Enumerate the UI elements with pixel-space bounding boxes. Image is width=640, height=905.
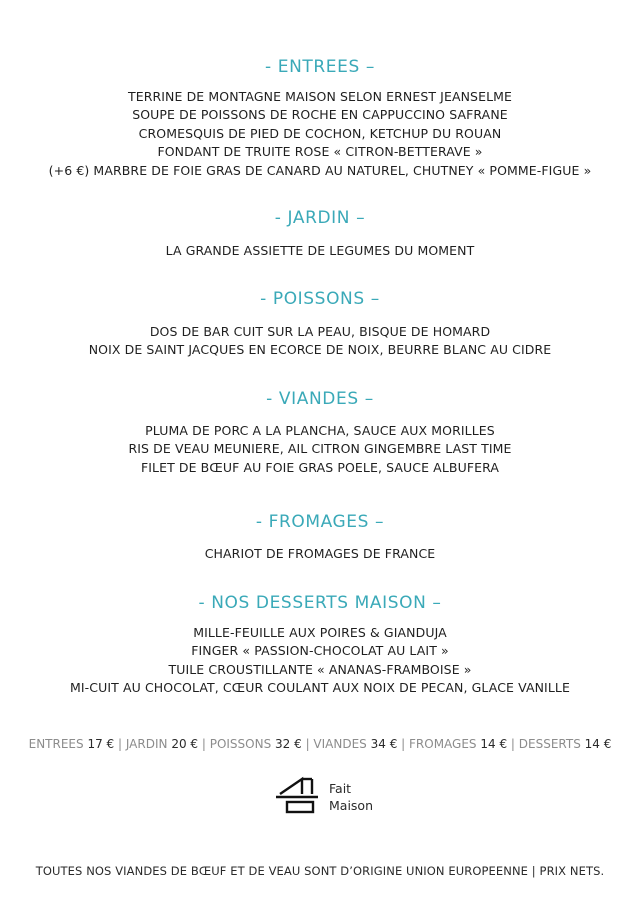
price-separator: | xyxy=(301,737,314,751)
price-amount: 34 € xyxy=(370,737,398,751)
section-title-entrees: - ENTREES – xyxy=(265,57,375,77)
section-items-fromages xyxy=(0,545,640,563)
price-label: POISSONS xyxy=(209,737,272,751)
menu-item: (+6 €) MARBRE DE FOIE GRAS DE CANARD AU NATUREL, CHUTNEY « POMME-FIGUE » xyxy=(48,162,592,178)
menu-item: FONDANT DE TRUITE ROSE « CITRON-BETTERAVE » xyxy=(157,144,483,160)
menu-item: CROMESQUIS DE PIED DE COCHON, KETCHUP DU ROUAN xyxy=(138,125,502,141)
badge-text xyxy=(329,780,373,814)
menu-item: TERRINE DE MONTAGNE MAISON SELON ERNEST JEANSELME xyxy=(127,89,513,104)
price-label: DESSERTS xyxy=(518,737,581,751)
price-separator: | xyxy=(397,737,410,751)
price-label: FROMAGES xyxy=(409,737,477,751)
price-label: VIANDES xyxy=(313,737,367,751)
badge-line-2: Maison xyxy=(329,798,374,813)
fait-maison-badge xyxy=(276,776,386,816)
price-separator: | xyxy=(114,737,126,751)
section-items-jardin xyxy=(0,242,640,260)
price-separator: | xyxy=(198,737,210,751)
section-title-jardin: - JARDIN – xyxy=(274,208,366,228)
price-amount: 14 € xyxy=(480,737,508,751)
footer-note: TOUTES NOS VIANDES DE BŒUF ET DE VEAU SONT D’ORIGINE UNION EUROPEENNE | PRIX NETS. xyxy=(35,864,605,878)
price-amount: 20 € xyxy=(171,737,199,751)
section-title-fromages: - FROMAGES – xyxy=(255,512,385,532)
section-items-viandes xyxy=(0,422,640,477)
menu-item: NOIX DE SAINT JACQUES EN ECORCE DE NOIX, BEURRE BLANC AU CIDRE xyxy=(88,342,552,358)
price-summary xyxy=(0,735,640,753)
menu-item: FILET DE BŒUF AU FOIE GRAS POELE, SAUCE ALBUFERA xyxy=(140,459,500,475)
menu-item: SOUPE DE POISSONS DE ROCHE EN CAPPUCCINO SAFRANE xyxy=(132,107,508,123)
section-title-viandes: - VIANDES – xyxy=(266,389,374,409)
menu-item: RIS DE VEAU MEUNIERE, AIL CITRON GINGEMBRE LAST TIME xyxy=(128,441,512,457)
menu-item: CHARIOT DE FROMAGES DE FRANCE xyxy=(204,546,436,561)
menu-item: PLUMA DE PORC A LA PLANCHA, SAUCE AUX MORILLES xyxy=(145,423,495,438)
section-title-poissons: - POISSONS – xyxy=(260,289,380,309)
menu-item: MILLE-FEUILLE AUX POIRES & GIANDUJA xyxy=(193,625,447,640)
house-pan-icon xyxy=(276,776,320,816)
price-label: ENTREES xyxy=(28,737,84,751)
section-items-entrees xyxy=(0,88,640,180)
price-amount: 14 € xyxy=(584,737,612,751)
menu-item: DOS DE BAR CUIT SUR LA PEAU, BISQUE DE HOMARD xyxy=(149,324,491,339)
menu-item: MI-CUIT AU CHOCOLAT, CŒUR COULANT AUX NOIX DE PECAN, GLACE VANILLE xyxy=(70,680,570,696)
badge-line-1: Fait xyxy=(329,781,352,796)
price-amount: 32 € xyxy=(275,737,302,751)
price-amount: 17 € xyxy=(87,737,115,751)
price-label: JARDIN xyxy=(125,737,168,751)
price-separator: | xyxy=(507,737,519,751)
section-items-poissons xyxy=(0,323,640,360)
menu-item: FINGER « PASSION-CHOCOLAT AU LAIT » xyxy=(191,643,449,659)
menu-item: LA GRANDE ASSIETTE DE LEGUMES DU MOMENT xyxy=(165,243,475,258)
menu-item: TUILE CROUSTILLANTE « ANANAS-FRAMBOISE » xyxy=(168,661,472,677)
section-items-desserts xyxy=(0,624,640,698)
section-title-desserts: - NOS DESSERTS MAISON – xyxy=(198,593,442,613)
